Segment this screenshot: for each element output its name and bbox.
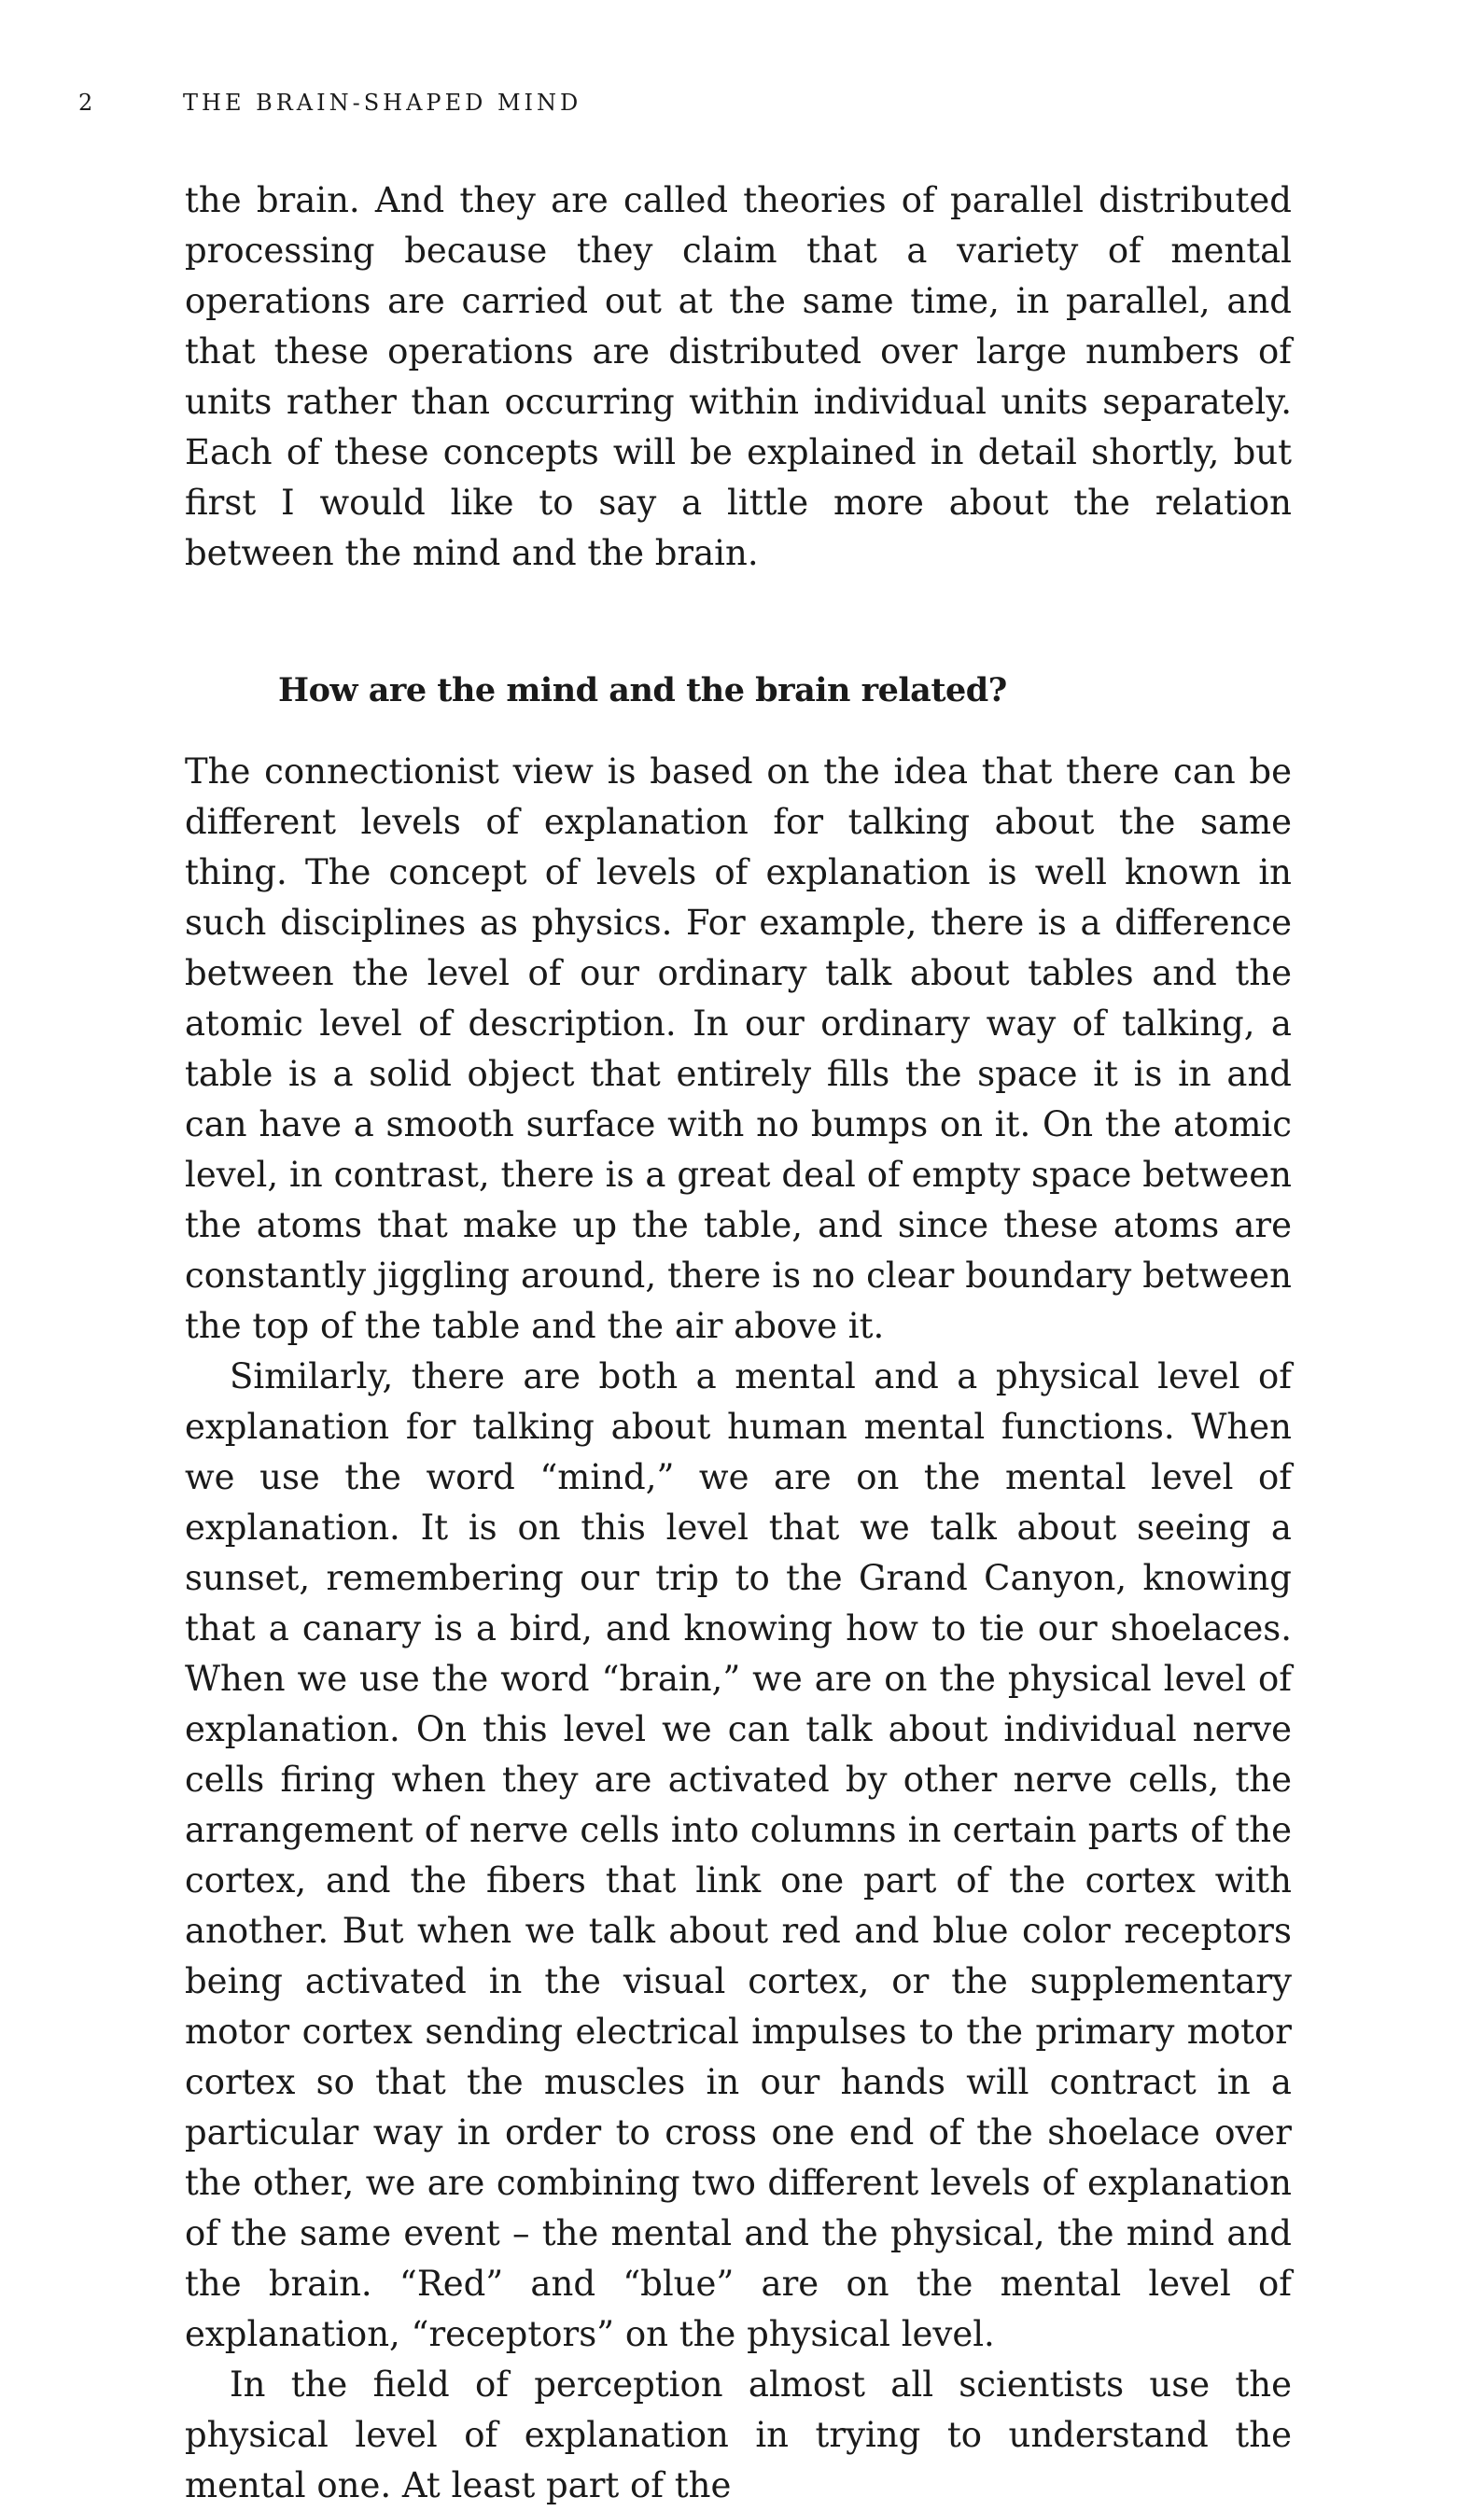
running-title: THE BRAIN-SHAPED MIND (183, 90, 582, 116)
page-number: 2 (78, 90, 97, 116)
running-head (78, 90, 1292, 118)
paragraph-continued: the brain. And they are called theories of parallel distributed processing because they claim that a variety of mental operations are carried out at the same time, in parallel, and that these operations are distributed over large numbers of units rather than occurring within individual units separately. Each of these concepts will be explained in detail shortly, but first I would like to say a little more about the relation between the mind and the brain. (185, 180, 1292, 573)
page-body (185, 175, 1292, 2511)
section-heading: How are the mind and the brain related? (278, 671, 1007, 709)
paragraph-mental-physical: Similarly, there are both a mental and a physical level of explanation for talking about human mental functions. When we use the word “mind,” we are on the mental level of explanation. It is on this level that we talk about seeing a sunset, remembering our trip to the Grand Canyon, knowing that a canary is a bird, and knowing how to tie our shoelaces. When we use the word “brain,” we are on the physical level of explanation. On this level we can talk about individual nerve cells firing when they are activated by other nerve cells, the arrangement of nerve cells into columns in certain parts of the cortex, and the fibers that link one part of the cortex with another. But when we talk about red and blue color receptors being activated in the visual cortex, or the supplementary motor cortex sending electrical impulses to the primary motor cortex so that the muscles in our hands will contract in a particular way in order to cross one end of the shoelace over the other, we are combining two different levels of explanation of the same event – the mental and the physical, the mind and the brain. “Red” and “blue” are on the mental level of explanation, “receptors” on the physical level. (185, 1356, 1292, 2354)
paragraph-levels-of-explanation: The connectionist view is based on the idea that there can be different levels of explanation for talking about the same thing. The concept of levels of explanation is well known in such disciplines as physics. For example, there is a difference between the level of our ordinary talk about tables and the atomic level of description. In our ordinary way of talking, a table is a solid object that entirely fills the space it is in and can have a smooth surface with no bumps on it. On the atomic level, in contrast, there is a great deal of empty space between the atoms that make up the table, and since these atoms are constantly jiggling around, there is no clear boundary between the top of the table and the air above it. (185, 751, 1292, 1346)
paragraph-perception: In the field of perception almost all scientists use the physical level of explanation in trying to understand the mental one. At least part of the (185, 2364, 1292, 2505)
